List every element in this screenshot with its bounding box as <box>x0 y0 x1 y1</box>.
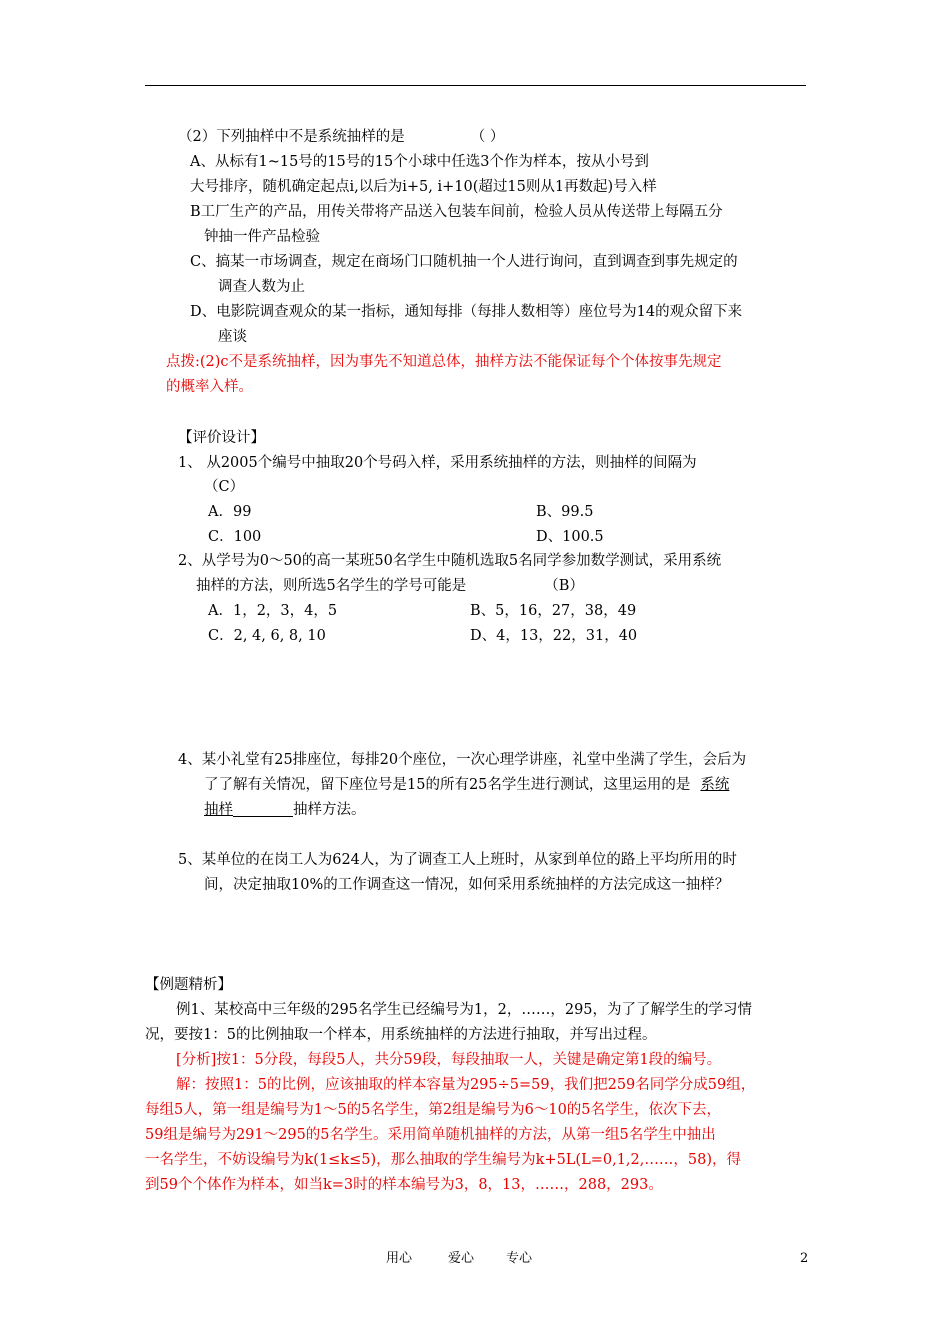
eval-p1-option-b: B、99.5 <box>536 504 594 520</box>
q2-option-b-line1: B工厂生产的产品，用传关带将产品送入包装车间前，检验人员从传送带上每隔五分 <box>190 204 723 220</box>
eval-p1-option-c: C．100 <box>208 529 262 545</box>
eval-p4-line2-text: 了了解有关情况，留下座位号是15的所有25名学生进行测试，这里运用的是 <box>204 777 691 793</box>
footer-word-2: 爱心 <box>448 1251 475 1266</box>
eval-p2-option-c: C．2, 4, 6, 8, 10 <box>208 628 326 644</box>
example-solution-line3: 59组是编号为291～295的5名学生。采用简单随机抽样的方法，从第一组5名学生中抽出 <box>145 1127 716 1143</box>
example-analysis: [分析]按1：5分段，每段5人，共分59段，每段抽取一人，关键是确定第1段的编号。 <box>176 1052 722 1068</box>
eval-p4-line3-text: 抽样方法。 <box>293 802 366 818</box>
header-rule <box>145 85 806 86</box>
q2-option-a-line2: 大号排序，随机确定起点i,以后为i+5, i+10(超过15则从1再数起)号入样 <box>190 179 657 195</box>
q2-stem-text: （2）下列抽样中不是系统抽样的是 <box>178 129 405 145</box>
q2-option-b-line2: 钟抽一件产品检验 <box>204 229 320 245</box>
eval-p4-line3 <box>204 800 366 820</box>
example-heading: 【例题精析】 <box>145 977 232 993</box>
eval-p1-option-d: D、100.5 <box>536 529 604 545</box>
page-number: 2 <box>800 1251 809 1266</box>
eval-p4-answer-part2: 抽样 <box>204 802 233 818</box>
eval-p1-line1: 1、 从2005个编号中抽取20个号码入样，采用系统抽样的方法，则抽样的间隔为 <box>178 455 697 471</box>
q2-option-d-line2: 座谈 <box>218 329 247 345</box>
eval-p2-option-d: D、4，13，22，31，40 <box>470 628 638 644</box>
q2-hint-line2: 的概率入样。 <box>166 379 253 395</box>
eval-p4-line2 <box>204 775 729 795</box>
eval-p2-option-b: B、5，16，27，38，49 <box>470 603 637 619</box>
example-solution-line4: 一名学生，不妨设编号为k(1≤k≤5)，那么抽取的学生编号为k+5L(L=0,1,2,……，58)，得 <box>145 1152 741 1168</box>
q2-answer-paren: （ ） <box>470 129 505 145</box>
eval-p4-answer-part1: 系统 <box>700 777 730 793</box>
q2-option-a-line1: A、从标有1~15号的15号的15个小球中任选3个作为样本，按从小号到 <box>190 154 649 170</box>
example-line1: 例1、某校高中三年级的295名学生已经编号为1，2，……，295，为了了解学生的学习情 <box>176 1002 753 1018</box>
eval-p5-line2: 间，决定抽取10%的工作调查这一情况，如何采用系统抽样的方法完成这一抽样？ <box>204 877 730 893</box>
eval-p4-line1: 4、某小礼堂有25排座位，每排20个座位，一次心理学讲座，礼堂中坐满了学生，会后为 <box>178 752 747 768</box>
q2-option-d-line1: D、电影院调查观众的某一指标，通知每排（每排人数相等）座位号为14的观众留下来 <box>190 304 743 320</box>
footer-word-1: 用心 <box>386 1251 413 1266</box>
footer-word-3: 专心 <box>506 1251 533 1266</box>
eval-p1-option-a: A．99 <box>208 504 252 520</box>
eval-p2-answer: （B） <box>544 578 584 594</box>
eval-heading: 【评价设计】 <box>178 430 265 446</box>
eval-p2-line1: 2、从学号为0～50的高一某班50名学生中随机选取5名同学参加数学测试，采用系统 <box>178 553 722 569</box>
q2-option-c-line2: 调查人数为止 <box>218 279 305 295</box>
eval-p5-line1: 5、某单位的在岗工人为624人，为了调查工人上班时，从家到单位的路上平均所用的时 <box>178 852 737 868</box>
example-solution-line5: 到59个个体作为样本，如当k=3时的样本编号为3，8，13，……，288，293。 <box>145 1177 663 1193</box>
q2-option-c-line1: C、搞某一市场调查，规定在商场门口随机抽一个人进行询问，直到调查到事先规定的 <box>190 254 738 270</box>
eval-p4-blank <box>233 802 293 817</box>
eval-p2-line2 <box>196 576 584 596</box>
q2-stem <box>178 127 504 147</box>
eval-p1-answer: （C） <box>204 479 245 495</box>
example-line2: 况，要按1：5的比例抽取一个样本，用系统抽样的方法进行抽取，并写出过程。 <box>145 1027 657 1043</box>
example-solution-line2: 每组5人，第一组是编号为1～5的5名学生，第2组是编号为6～10的5名学生，依次下去， <box>145 1102 722 1118</box>
eval-p2-option-a: A．1，2，3，4，5 <box>208 603 338 619</box>
eval-p2-line2-text: 抽样的方法，则所选5名学生的学号可能是 <box>196 578 467 594</box>
example-solution-line1: 解：按照1：5的比例，应该抽取的样本容量为295÷5=59，我们把259名同学分成59组， <box>176 1077 756 1093</box>
q2-hint-line1: 点拨:(2)c不是系统抽样，因为事先不知道总体，抽样方法不能保证每个个体按事先规定 <box>166 354 722 370</box>
